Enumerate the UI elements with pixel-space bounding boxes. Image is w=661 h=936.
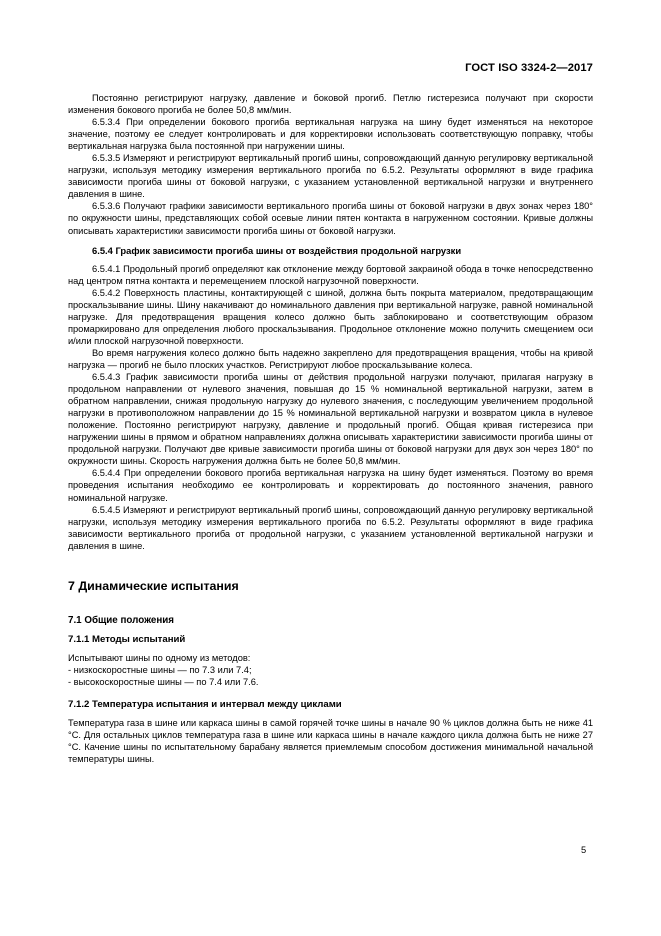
paragraph-6-5-4-5: 6.5.4.5 Измеряют и регистрируют вертикальный прогиб шины, сопровождающий данную регулировку вертикальной нагрузки, используя методику измерения вертикального прогиба по 6.5.2. Результаты оформляют в виде графика зависимости вертикального прогиба от продольной нагрузки, с указанием установленной вертикальной нагрузки и давления в шине. (68, 504, 593, 551)
paragraph-6-5-4-2-continued: Во время нагружения колесо должно быть надежно закреплено для предотвращения вращения, чтобы на кривой нагрузка — прогиб не было плоских участков. Регистрируют любое проскальзывание колеса. (68, 347, 593, 370)
spacer-after-clause-7 (68, 594, 593, 614)
heading-clause-7-1-2: 7.1.2 Температура испытания и интервал между циклами (68, 698, 342, 710)
heading-6-5-4: 6.5.4 График зависимости прогиба шины от воздействия продольной нагрузки (92, 244, 462, 256)
page-number: 5 (581, 845, 587, 855)
heading-clause-7: 7 Динамические испытания (68, 578, 239, 593)
list-item-high-speed-tyres: - высокоскоростные шины — по 7.4 или 7.6. (68, 676, 259, 687)
spacer-before-clause-7 (68, 552, 593, 578)
paragraph-6-5-4-3: 6.5.4.3 График зависимости прогиба шины от действия продольной нагрузки получают, прилагая нагрузку в продольном направлении от нулевого значения, повышая до 15 % номинальной вертикальной нагрузки, затем в обратном направлении, снижая продольную нагрузку до нулевого значения, с последующим увеличением продольной нагрузки в противоположном направлении до 15 % номинальной вертикальной нагрузки и возвратом цикла в нулевое положение. Постоянно регистрируют нагрузку, давление и продольный прогиб. Общая кривая гистерезиса при нагружении шины в прямом и обратном направлениях должна описывать характеристики зависимости прогиба шины от продольной нагрузки. Получают две кривые зависимости прогиба шины от боковой нагрузки для двух зон через 180° по окружности шины. Скорость нагружения должна быть не более 50,8 мм/мин. (68, 372, 593, 467)
page-content (68, 92, 593, 765)
paragraph-6-5-3-5: 6.5.3.5 Измеряют и регистрируют вертикальный прогиб шины, сопровождающий данную регулировку вертикальной нагрузки, используя методику измерения вертикального прогиба по 6.5.2. Результаты оформляют в виде графика зависимости прогиба шины от боковой нагрузки, с указанием установленной вертикальной нагрузки и внутреннего давления в шине. (68, 153, 593, 200)
paragraph-6-5-4-2: 6.5.4.2 Поверхность пластины, контактирующей с шиной, должна быть покрыта материалом, предотвращающим проскальзывание шины. Шину накачивают до номинального давления при вертикальной нагрузке, равной номинальной нагрузке. Для предотвращения вращения колесо должно быть заблокировано и соответствующим образом промаркировано для определения любого проскальзывания. Продольное отклонение можно получить смещением оси и/или плоской нагрузочной поверхности. (68, 287, 593, 346)
page-header-standard-designation: ГОСТ ISO 3324-2—2017 (465, 62, 593, 74)
paragraph-6-5-3-3-continued: Постоянно регистрируют нагрузку, давление и боковой прогиб. Петлю гистерезиса получают при скорости изменения бокового прогиба не более 50,8 мм/мин. (68, 93, 593, 116)
spacer-before-clause-7-1-2 (68, 688, 593, 698)
list-item-low-speed-tyres: - низкоскоростные шины — по 7.3 или 7.4; (68, 664, 252, 675)
spacer-before-heading-6-5-4 (68, 237, 593, 245)
paragraph-6-5-4-1: 6.5.4.1 Продольный прогиб определяют как отклонение между бортовой закраиной обода в точке непосредственно над центром пятна контакта и перемещением плоской нагрузочной поверхности. (68, 263, 593, 286)
paragraph-7-1-2: Температура газа в шине или каркаса шины в самой горячей точке шины в начале 90 % циклов должна быть не ниже 41 °С. Для остальных циклов температура газа в шине или каркаса шины в начале каждого цикла должна быть не ниже 27 °С. Качение шины по испытательному барабану является приемлемым способом достижения минимальной начальной температуры шины. (68, 717, 593, 765)
paragraph-7-1-1-intro: Испытывают шины по одному из методов: (68, 652, 251, 663)
paragraph-6-5-3-6: 6.5.3.6 Получают графики зависимости вертикального прогиба шины от боковой нагрузки в двух зонах через 180° по окружности шины, представляющих собой осевые линии пятен контакта в нагруженном состоянии. Кривые должны описывать характеристики зависимости прогиба шины от боковой нагрузки. (68, 201, 593, 236)
paragraph-6-5-4-4: 6.5.4.4 При определении бокового прогиба вертикальная нагрузка на шину будет изменяться. Поэтому во время проведения испытания необходимо ее контролировать и корректировать до постоянного значения, равного номинальной нагрузке. (68, 468, 593, 503)
heading-clause-7-1: 7.1 Общие положения (68, 614, 175, 626)
heading-clause-7-1-1: 7.1.1 Методы испытаний (68, 633, 186, 645)
paragraph-6-5-3-4: 6.5.3.4 При определении бокового прогиба вертикальная нагрузка на шину будет изменяться на некоторое значение, поэтому ее следует контролировать и для корректировки использовать соответствующую поправку, чтобы вертикальная нагрузка была постоянной при нагружении шины. (68, 117, 593, 152)
